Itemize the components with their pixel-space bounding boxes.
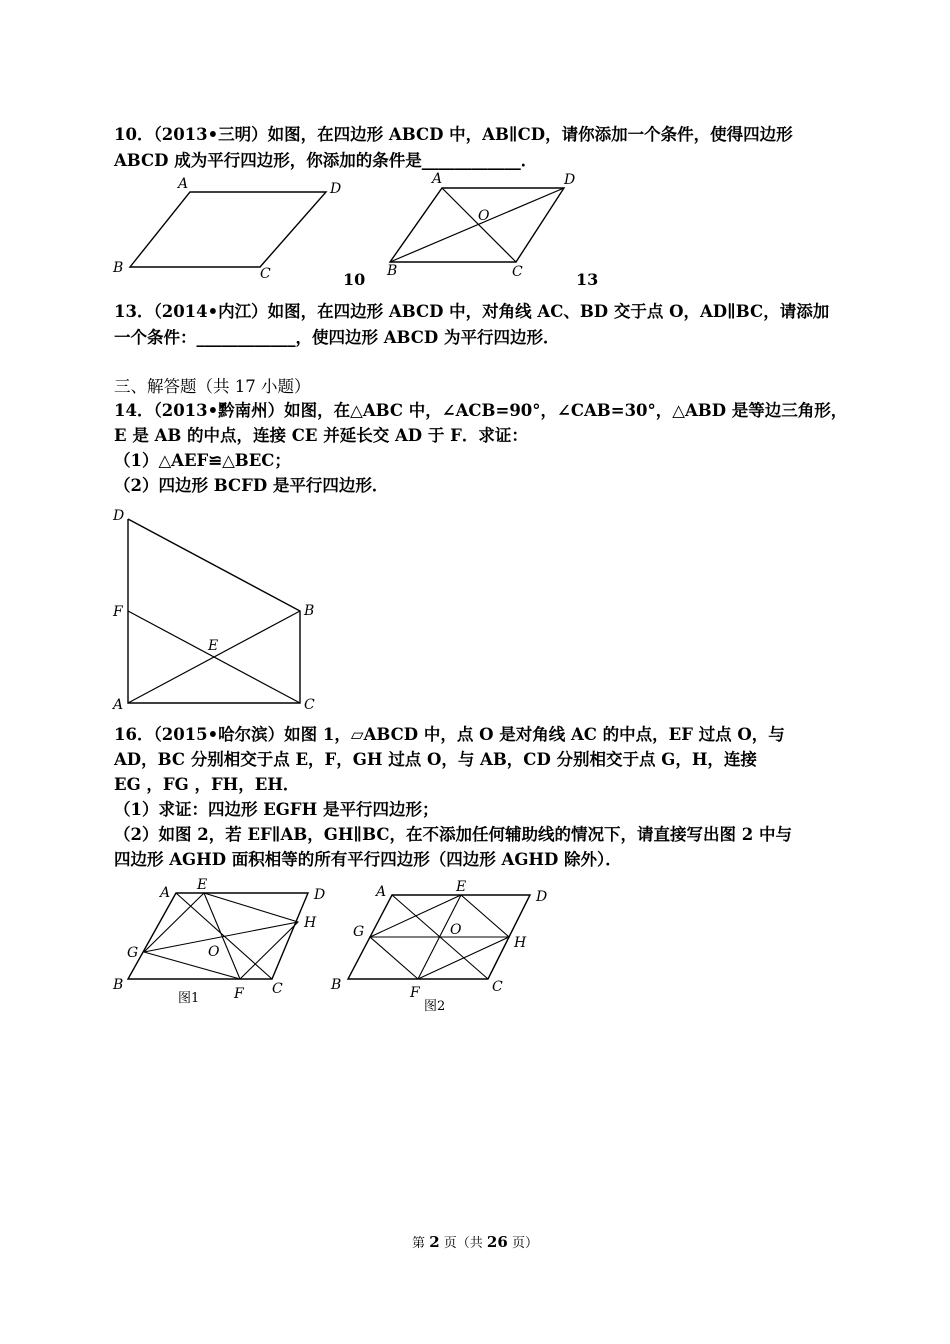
label-f: F (234, 986, 244, 1002)
label-a: A (432, 171, 443, 187)
q14-line4: （2）四边形 BCFD 是平行四边形． (114, 476, 389, 495)
label-c: C (272, 981, 283, 997)
label-e: E (456, 879, 467, 895)
q14-line2: E 是 AB 的中点，连接 CE 并延长交 AD 于 F．求证： (114, 426, 528, 445)
label-h: H (514, 935, 527, 951)
q14-line1: 14．（2013•黔南州）如图，在△ABC 中，∠ACB=90°，∠CAB=30°，△ABD 是等边三角形， (114, 401, 848, 420)
caption-fig2: 图2 (424, 999, 446, 1014)
label-c: C (512, 264, 523, 280)
footer-suffix: 页） (511, 1236, 538, 1251)
footer-mid: 页（共 (443, 1236, 483, 1251)
label-d: D (113, 508, 125, 524)
label-b: B (387, 263, 398, 279)
label-o: O (450, 922, 462, 938)
footer-page-number: 2 (429, 1233, 440, 1251)
label-d: D (314, 887, 326, 903)
q10-line2: ABCD 成为平行四边形，你添加的条件是____________． (114, 151, 538, 170)
label-b: B (113, 977, 124, 993)
label-b: B (304, 603, 315, 619)
figure-q16-2 (326, 872, 566, 1021)
figure-number-13: 13 (576, 270, 599, 289)
q16-line5: （2）如图 2，若 EF∥AB，GH∥BC，在不添加任何辅助线的情况下，请直接写出图 2 中与 (114, 825, 792, 844)
q16-line3: EG ，FG ，FH，EH． (114, 775, 300, 794)
label-a: A (160, 885, 171, 901)
caption-fig1: 图1 (178, 991, 200, 1006)
figure-q14 (108, 503, 328, 717)
label-b: B (331, 977, 342, 993)
footer-total-pages: 26 (486, 1233, 508, 1251)
label-b: B (113, 260, 124, 276)
label-d: D (536, 889, 548, 905)
figure-q16-1 (108, 872, 328, 1016)
label-o: O (478, 208, 490, 224)
label-a: A (178, 176, 189, 192)
label-g: G (353, 924, 365, 940)
q13-line2: 一个条件：____________，使四边形 ABCD 为平行四边形． (114, 328, 560, 347)
label-c: C (260, 266, 271, 282)
page-footer (0, 1232, 950, 1251)
q16-line6: 四边形 AGHD 面积相等的所有平行四边形（四边形 AGHD 除外）． (114, 850, 622, 869)
q14-line3: （1）△AEF≌△BEC； (114, 451, 291, 470)
q13-line1: 13．（2014•内江）如图，在四边形 ABCD 中，对角线 AC、BD 交于点 O，AD∥BC，请添加 (114, 302, 830, 321)
figure-number-10: 10 (343, 270, 366, 289)
label-d: D (564, 172, 576, 188)
q16-line1: 16．（2015•哈尔滨）如图 1，▱ABCD 中，点 O 是对角线 AC 的中点，EF 过点 O，与 (114, 725, 785, 744)
label-c: C (304, 697, 315, 713)
label-e: E (208, 638, 219, 654)
label-h: H (304, 915, 317, 931)
figure-q10 (110, 172, 350, 286)
footer-prefix: 第 (412, 1236, 426, 1251)
label-a: A (113, 697, 124, 713)
label-f: F (113, 604, 123, 620)
q16-line4: （1）求证：四边形 EGFH 是平行四边形； (114, 800, 439, 819)
label-a: A (376, 884, 387, 900)
label-o: O (208, 944, 220, 960)
figure-q13 (382, 168, 582, 284)
label-c: C (492, 979, 503, 995)
label-e: E (197, 877, 208, 893)
q16-line2: AD，BC 分别相交于点 E，F，GH 过点 O，与 AB，CD 分别相交于点 G，H，连接 (114, 750, 757, 769)
label-d: D (330, 181, 342, 197)
section-heading: 三、解答题（共 17 小题） (114, 377, 311, 396)
label-f: F (410, 985, 420, 1001)
label-g: G (127, 945, 139, 961)
q10-line1: 10．（2013•三明）如图，在四边形 ABCD 中，AB∥CD，请你添加一个条件，使得四边形 (114, 125, 793, 144)
